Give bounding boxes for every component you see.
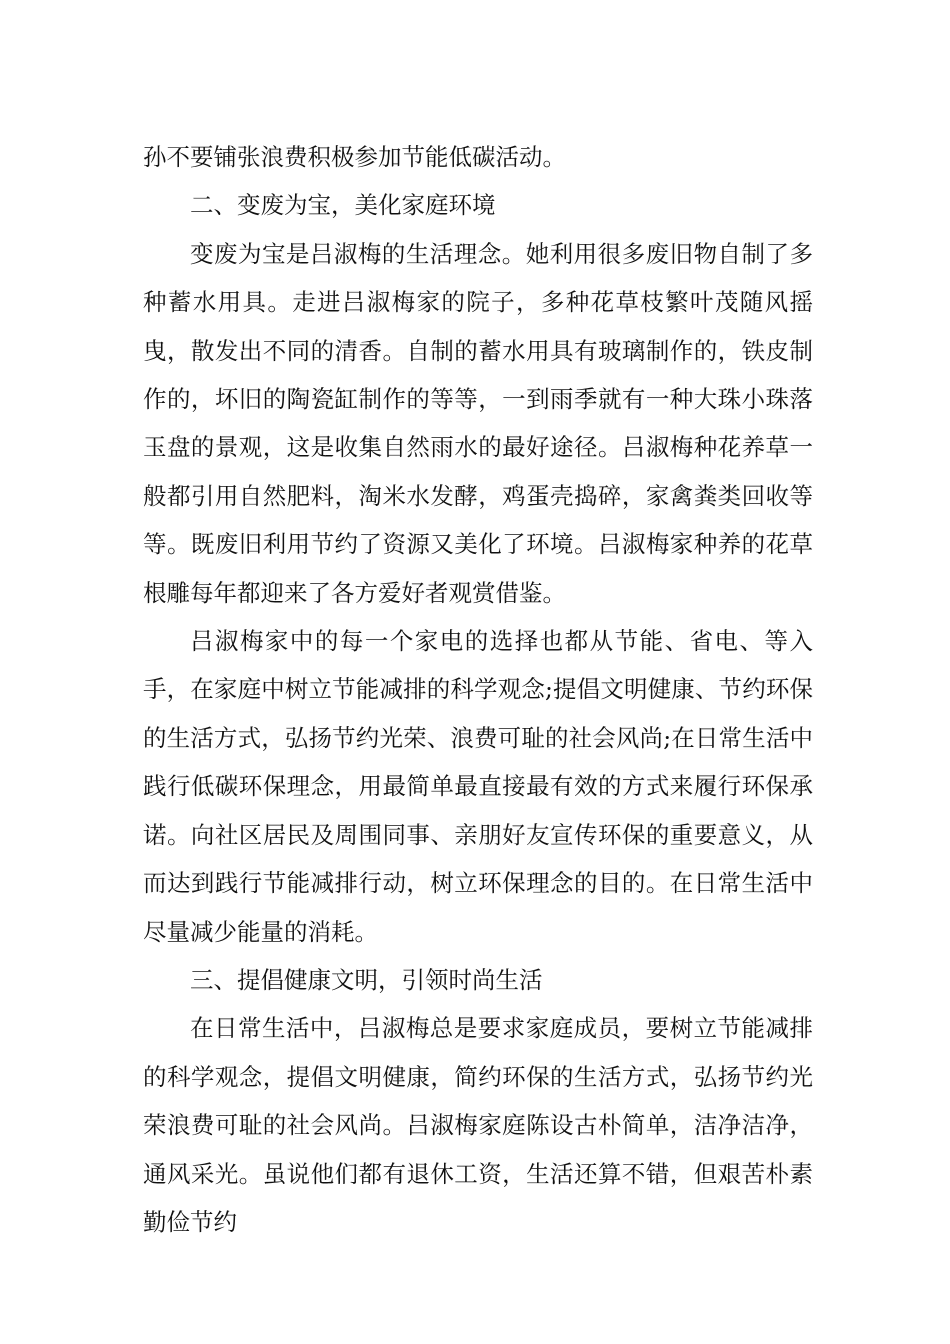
paragraph-continuation: 孙不要铺张浪费积极参加节能低碳活动。	[143, 143, 566, 171]
paragraph-recycling: 变废为宝是吕淑梅的生活理念。她利用很多废旧物自制了多种蓄水用具。走进吕淑梅家的院子，多种花草枝繁叶茂随风摇曳，散发出不同的清香。自制的蓄水用具有玻璃制作的，铁皮制作的，坏旧的陶瓷缸制作的等等，一到雨季就有一种大珠小珠落玉盘的景观，这是收集自然雨水的最好途径。吕淑梅种花养草一般都引用自然肥料，淘米水发酵，鸡蛋壳捣碎，家禽粪类回收等等。既废旧利用节约了资源又美化了环境。吕淑梅家种养的花草根雕每年都迎来了各方爱好者观赏借鉴。	[143, 239, 813, 607]
document-body	[143, 133, 813, 1246]
section-heading-2: 二、变废为宝，美化家庭环境	[190, 191, 496, 220]
paragraph-appliances: 吕淑梅家中的每一个家电的选择也都从节能、省电、等入手，在家庭中树立节能减排的科学观念;提倡文明健康、节约环保的生活方式，弘扬节约光荣、浪费可耻的社会风尚;在日常生活中践行低碳环保理念，用最简单最直接最有效的方式来履行环保承诺。向社区居民及周围同事、亲朋好友宣传环保的重要意义，从而达到践行节能减排行动，树立环保理念的目的。在日常生活中尽量减少能量的消耗。	[143, 627, 813, 946]
paragraph-lifestyle: 在日常生活中，吕淑梅总是要求家庭成员，要树立节能减排的科学观念，提倡文明健康，简约环保的生活方式，弘扬节约光荣浪费可耻的社会风尚。吕淑梅家庭陈设古朴简单，洁净洁净，通风采光。虽说他们都有退休工资，生活还算不错，但艰苦朴素勤俭节约	[143, 1014, 813, 1236]
section-heading-3: 三、提倡健康文明，引领时尚生活	[190, 965, 543, 994]
